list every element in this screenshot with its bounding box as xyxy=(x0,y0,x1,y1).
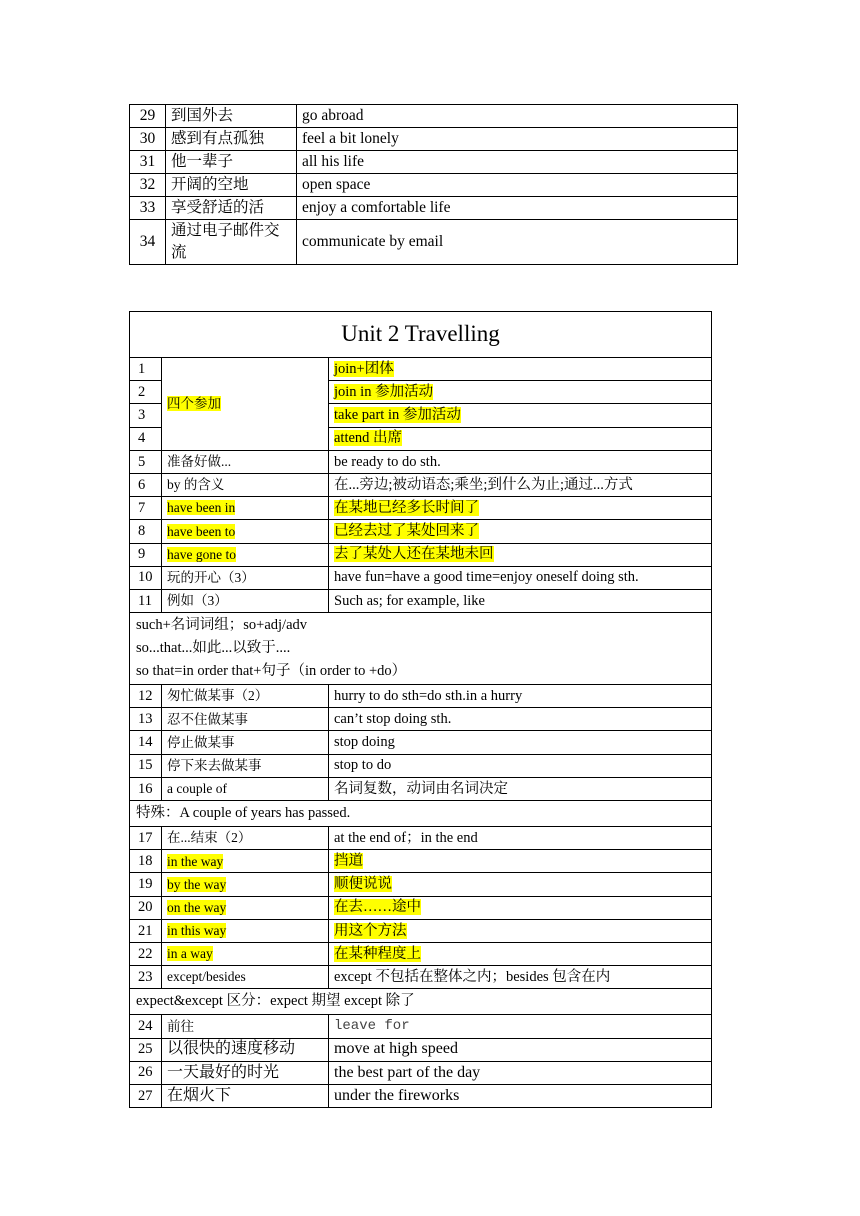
table-row xyxy=(130,685,712,708)
english-term: attend 出席 xyxy=(329,427,712,450)
table-row xyxy=(130,589,712,612)
table-row xyxy=(130,105,738,128)
chinese-term: a couple of xyxy=(162,777,329,800)
english-term: communicate by email xyxy=(297,220,738,265)
chinese-term: 停下来去做某事 xyxy=(162,754,329,777)
row-number: 15 xyxy=(130,754,162,777)
english-term: 在某种程度上 xyxy=(329,942,712,965)
table-row xyxy=(130,174,738,197)
english-term: all his life xyxy=(297,151,738,174)
english-term: 用这个方法 xyxy=(329,919,712,942)
table-row xyxy=(130,1084,712,1107)
chinese-term: have gone to xyxy=(162,543,329,566)
english-term: leave for xyxy=(329,1015,712,1038)
table-row xyxy=(130,543,712,566)
table-row xyxy=(130,731,712,754)
row-number: 18 xyxy=(130,850,162,873)
chinese-term: 一天最好的时光 xyxy=(162,1061,329,1084)
table-row xyxy=(130,708,712,731)
note-line: so that=in order that+句子（in order to +do） xyxy=(136,663,407,680)
chinese-term: 玩的开心（3） xyxy=(162,566,329,589)
english-term: take part in 参加活动 xyxy=(329,404,712,427)
chinese-term: 在...结束（2） xyxy=(162,827,329,850)
row-number: 25 xyxy=(130,1038,162,1061)
english-term: 去了某处人还在某地未回 xyxy=(329,543,712,566)
chinese-term: 以很快的速度移动 xyxy=(162,1038,329,1061)
note-expect-except: expect&except 区分：expect 期望 except 除了 xyxy=(130,989,712,1015)
chinese-term: in a way xyxy=(162,942,329,965)
row-number: 8 xyxy=(130,520,162,543)
chinese-term: 忍不住做某事 xyxy=(162,708,329,731)
row-number: 24 xyxy=(130,1015,162,1038)
row-number: 10 xyxy=(130,566,162,589)
chinese-term: in the way xyxy=(162,850,329,873)
row-number: 17 xyxy=(130,827,162,850)
note-couple: 特殊：A couple of years has passed. xyxy=(130,801,712,827)
table-row xyxy=(130,497,712,520)
row-number: 31 xyxy=(130,151,166,174)
english-term: under the fireworks xyxy=(329,1084,712,1107)
english-term: hurry to do sth=do sth.in a hurry xyxy=(329,685,712,708)
english-term: have fun=have a good time=enjoy oneself doing sth. xyxy=(329,566,712,589)
table-row xyxy=(130,151,738,174)
table-row xyxy=(130,128,738,151)
note-row xyxy=(130,613,712,685)
chinese-term: on the way xyxy=(162,896,329,919)
english-term: 在去……途中 xyxy=(329,896,712,919)
table-row xyxy=(130,777,712,800)
unit-title: Unit 2 Travelling xyxy=(130,312,712,358)
row-number: 9 xyxy=(130,543,162,566)
english-term: at the end of；in the end xyxy=(329,827,712,850)
english-term: enjoy a comfortable life xyxy=(297,197,738,220)
table-row xyxy=(130,873,712,896)
english-term: Such as; for example, like xyxy=(329,589,712,612)
group-label: 四个参加 xyxy=(162,358,329,451)
table-row xyxy=(130,896,712,919)
chinese-term: 在烟火下 xyxy=(162,1084,329,1107)
row-number: 3 xyxy=(130,404,162,427)
table-row xyxy=(130,942,712,965)
table-row xyxy=(130,520,712,543)
english-term: stop doing xyxy=(329,731,712,754)
note-row xyxy=(130,801,712,827)
table-row xyxy=(130,827,712,850)
english-term: be ready to do sth. xyxy=(329,450,712,473)
english-term: the best part of the day xyxy=(329,1061,712,1084)
row-number: 23 xyxy=(130,966,162,989)
english-term: stop to do xyxy=(329,754,712,777)
row-number: 29 xyxy=(130,105,166,128)
row-number: 5 xyxy=(130,450,162,473)
row-number: 33 xyxy=(130,197,166,220)
row-number: 32 xyxy=(130,174,166,197)
note-line: such+名词词组；so+adj/adv xyxy=(136,617,308,634)
table-row xyxy=(130,450,712,473)
row-number: 27 xyxy=(130,1084,162,1107)
english-term: move at high speed xyxy=(329,1038,712,1061)
chinese-term: except/besides xyxy=(162,966,329,989)
row-number: 12 xyxy=(130,685,162,708)
chinese-term: 准备好做... xyxy=(162,450,329,473)
row-number: 14 xyxy=(130,731,162,754)
chinese-term: have been to xyxy=(162,520,329,543)
row-number: 11 xyxy=(130,589,162,612)
chinese-term: 停止做某事 xyxy=(162,731,329,754)
english-term: join in 参加活动 xyxy=(329,381,712,404)
english-term: 顺便说说 xyxy=(329,873,712,896)
vocab-table-unit2 xyxy=(129,311,712,1108)
table-row xyxy=(130,966,712,989)
chinese-term: by 的含义 xyxy=(162,473,329,496)
table-row xyxy=(130,1015,712,1038)
row-number: 2 xyxy=(130,381,162,404)
row-number: 6 xyxy=(130,473,162,496)
chinese-term: 通过电子邮件交流 xyxy=(166,220,297,265)
english-term: 在某地已经多长时间了 xyxy=(329,497,712,520)
english-term: 在...旁边;被动语态;乘坐;到什么为止;通过...方式 xyxy=(329,473,712,496)
row-number: 1 xyxy=(130,358,162,381)
chinese-term: 感到有点孤独 xyxy=(166,128,297,151)
table-row xyxy=(130,1038,712,1061)
row-number: 20 xyxy=(130,896,162,919)
english-term: feel a bit lonely xyxy=(297,128,738,151)
chinese-term: in this way xyxy=(162,919,329,942)
english-term: go abroad xyxy=(297,105,738,128)
row-number: 26 xyxy=(130,1061,162,1084)
table-row xyxy=(130,220,738,265)
table-row xyxy=(130,566,712,589)
chinese-term: 开阔的空地 xyxy=(166,174,297,197)
english-term: except 不包括在整体之内；besides 包含在内 xyxy=(329,966,712,989)
table-row xyxy=(130,197,738,220)
english-term: join+团体 xyxy=(329,358,712,381)
row-number: 13 xyxy=(130,708,162,731)
row-number: 22 xyxy=(130,942,162,965)
table-row xyxy=(130,850,712,873)
english-term: 已经去过了某处回来了 xyxy=(329,520,712,543)
table-row xyxy=(130,754,712,777)
english-term: open space xyxy=(297,174,738,197)
row-number: 21 xyxy=(130,919,162,942)
chinese-term: by the way xyxy=(162,873,329,896)
vocab-table-1 xyxy=(129,104,738,265)
english-term: can’t stop doing sth. xyxy=(329,708,712,731)
chinese-term: 他一辈子 xyxy=(166,151,297,174)
chinese-term: 享受舒适的活 xyxy=(166,197,297,220)
note-line: so...that...如此...以致于.... xyxy=(136,640,291,657)
row-number: 30 xyxy=(130,128,166,151)
note-such-so xyxy=(130,613,712,685)
chinese-term: 到国外去 xyxy=(166,105,297,128)
table-row xyxy=(130,358,712,381)
row-number: 34 xyxy=(130,220,166,265)
row-number: 7 xyxy=(130,497,162,520)
row-number: 4 xyxy=(130,427,162,450)
table-row xyxy=(130,473,712,496)
table-row xyxy=(130,1061,712,1084)
chinese-term: have been in xyxy=(162,497,329,520)
english-term: 名词复数，动词由名词决定 xyxy=(329,777,712,800)
table-row xyxy=(130,919,712,942)
chinese-term: 前往 xyxy=(162,1015,329,1038)
chinese-term: 匆忙做某事（2） xyxy=(162,685,329,708)
row-number: 19 xyxy=(130,873,162,896)
english-term: 挡道 xyxy=(329,850,712,873)
chinese-term: 例如（3） xyxy=(162,589,329,612)
row-number: 16 xyxy=(130,777,162,800)
note-row xyxy=(130,989,712,1015)
